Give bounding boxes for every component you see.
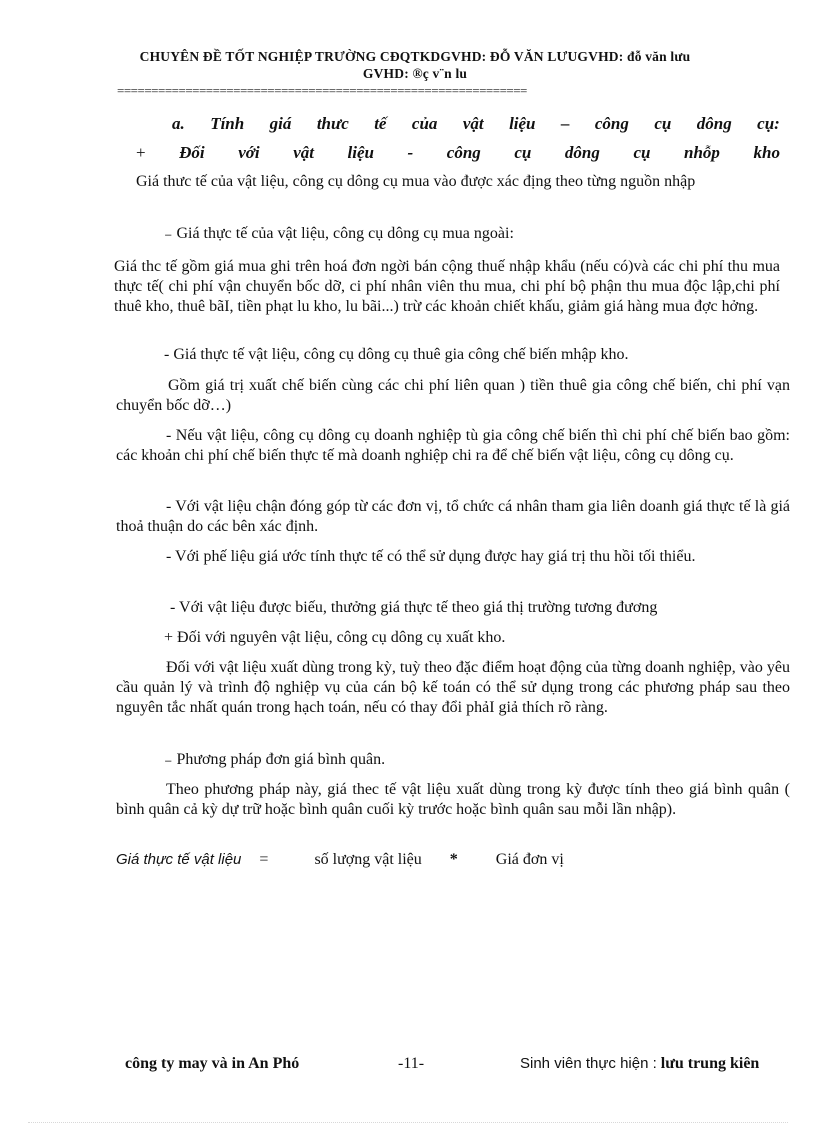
heading-word: cụ bbox=[514, 143, 532, 162]
footer-student bbox=[520, 1055, 759, 1073]
header-line-1: CHUYÊN ĐỀ TỐT NGHIỆP TRƯỜNG CĐQTKDGVHD: ĐỖ VĂN LƯUGVHD: đỗ văn lưu bbox=[139, 49, 691, 64]
heading-word: Tính bbox=[210, 114, 245, 133]
heading-word: nhỗp bbox=[684, 143, 720, 162]
formula-label: Giá thực tế vật liệu bbox=[116, 851, 242, 868]
paragraph: Đối với vật liệu xuất dùng trong kỳ, tuỳ theo đặc điểm hoạt động của từng doanh nghiệp, vào yêu cầu quản lý và trình độ nghiệp vụ của cán bộ kế toán có thể sử dụng trong các phương pháp sau theo nguyên tắc nhất quán trong hạch toán, nếu có thay đổi phảI giả thích rõ ràng. bbox=[116, 659, 790, 716]
paragraph: Gồm giá trị xuất chế biến cùng các chi phí liên quan ) tiền thuê gia công chế biến, chi phí vạn chuyển bốc dỡ…) bbox=[116, 377, 790, 414]
heading-word: liệu bbox=[509, 114, 536, 133]
heading-word: cụ: bbox=[757, 114, 780, 133]
heading-word: vật bbox=[462, 114, 484, 133]
paragraph: Theo phương pháp này, giá thec tế vật liệu xuất dùng trong kỳ được tính theo giá bình quân ( bình quân cả kỳ dự trữ hoặc bình quân cuối kỳ trước hoặc bình quân sau mỗi lần nhập). bbox=[116, 781, 790, 818]
heading-word: cụ bbox=[633, 143, 651, 162]
formula-term-2: Giá đơn vị bbox=[495, 851, 564, 868]
paragraph: + Đối với nguyên vật liệu, công cụ dông cụ xuất kho. bbox=[164, 629, 506, 646]
bullet-item: ₋ Phương pháp đơn giá bình quân. bbox=[164, 751, 386, 768]
footer-company: công ty may và in An Phó bbox=[125, 1055, 300, 1072]
formula-equals: = bbox=[259, 851, 269, 868]
paragraph: Giá thưc tế của vật liệu, công cụ dông cụ mua vào được xác địng theo từng nguồn nhập bbox=[136, 173, 696, 190]
paragraph: - Giá thực tế vật liệu, công cụ dông cụ thuê gia công chế biến mhập kho. bbox=[164, 346, 629, 363]
formula-operator: * bbox=[449, 851, 458, 868]
paragraph: - Với vật liệu chận đóng góp từ các đơn vị, tổ chức cá nhân tham gia liên doanh giá thực tế là giá thoả thuận do các bên xác định. bbox=[116, 498, 790, 535]
heading-word: - bbox=[407, 143, 414, 162]
paragraph: - Với phế liệu giá ước tính thực tế có thể sử dụng được hay giá trị thu hồi tối thiểu. bbox=[166, 548, 696, 565]
heading-word: vật bbox=[293, 143, 314, 162]
paragraph: - Nếu vật liệu, công cụ dông cụ doanh nghiệp tù gia công chế biến thì chi phí chế biến bao gồm: các khoản chi phí chế biến thực tế mà doanh nghiệp chi ra để chế biến vật liệu, công cụ dông cụ. bbox=[116, 427, 790, 464]
header-rule: ============================================================ bbox=[117, 84, 527, 98]
heading-word: dông bbox=[696, 114, 732, 133]
formula-line bbox=[116, 851, 564, 869]
section-heading-a bbox=[172, 114, 780, 134]
paragraph: Giá thc tế gồm giá mua ghi trên hoá đơn ngời bán cộng thuế nhập khẩu (nếu có)và các chi phí thu mua thực tế( chi phí vận chuyển bốc dỡ, ci phí nhân viên thu mua, chi phí bộ phận thu mua độc lập,chi phí thuê kho, thuê bãI, tiền phạt lu kho, lu bãi...) trừ các khoản chiết khấu, giảm giá hàng mua đợc hởng. bbox=[114, 258, 780, 315]
heading-word: a. bbox=[172, 114, 185, 133]
bullet-item: ₋ Giá thực tế của vật liệu, công cụ dông cụ mua ngoài: bbox=[164, 225, 514, 242]
heading-word: dông bbox=[564, 143, 600, 162]
formula-term-1: số lượng vật liệu bbox=[314, 851, 422, 868]
heading-word: + bbox=[136, 143, 146, 162]
footer-student-label: Sinh viên thực hiện : bbox=[520, 1055, 657, 1072]
heading-word: – bbox=[560, 114, 570, 133]
paragraph: - Với vật liệu được biếu, thưởng giá thực tế theo giá thị trường tương đương bbox=[170, 599, 658, 616]
page-header bbox=[100, 48, 730, 82]
heading-word: liệu bbox=[347, 143, 374, 162]
section-heading-b bbox=[136, 143, 780, 163]
heading-word: cụ bbox=[654, 114, 672, 133]
heading-word: của bbox=[411, 114, 438, 133]
page-number: -11- bbox=[398, 1055, 425, 1072]
footer-student-name: lưu trung kiên bbox=[660, 1055, 760, 1072]
heading-word: tế bbox=[374, 114, 387, 133]
heading-word: Đối bbox=[179, 143, 205, 162]
header-line-2: GVHD: ®ç v¨n lu bbox=[362, 66, 468, 81]
heading-word: với bbox=[238, 143, 260, 162]
heading-word: thưc bbox=[316, 114, 349, 133]
heading-word: giá bbox=[269, 114, 292, 133]
heading-word: công bbox=[446, 143, 481, 162]
heading-word: công bbox=[594, 114, 629, 133]
heading-word: kho bbox=[753, 143, 780, 162]
